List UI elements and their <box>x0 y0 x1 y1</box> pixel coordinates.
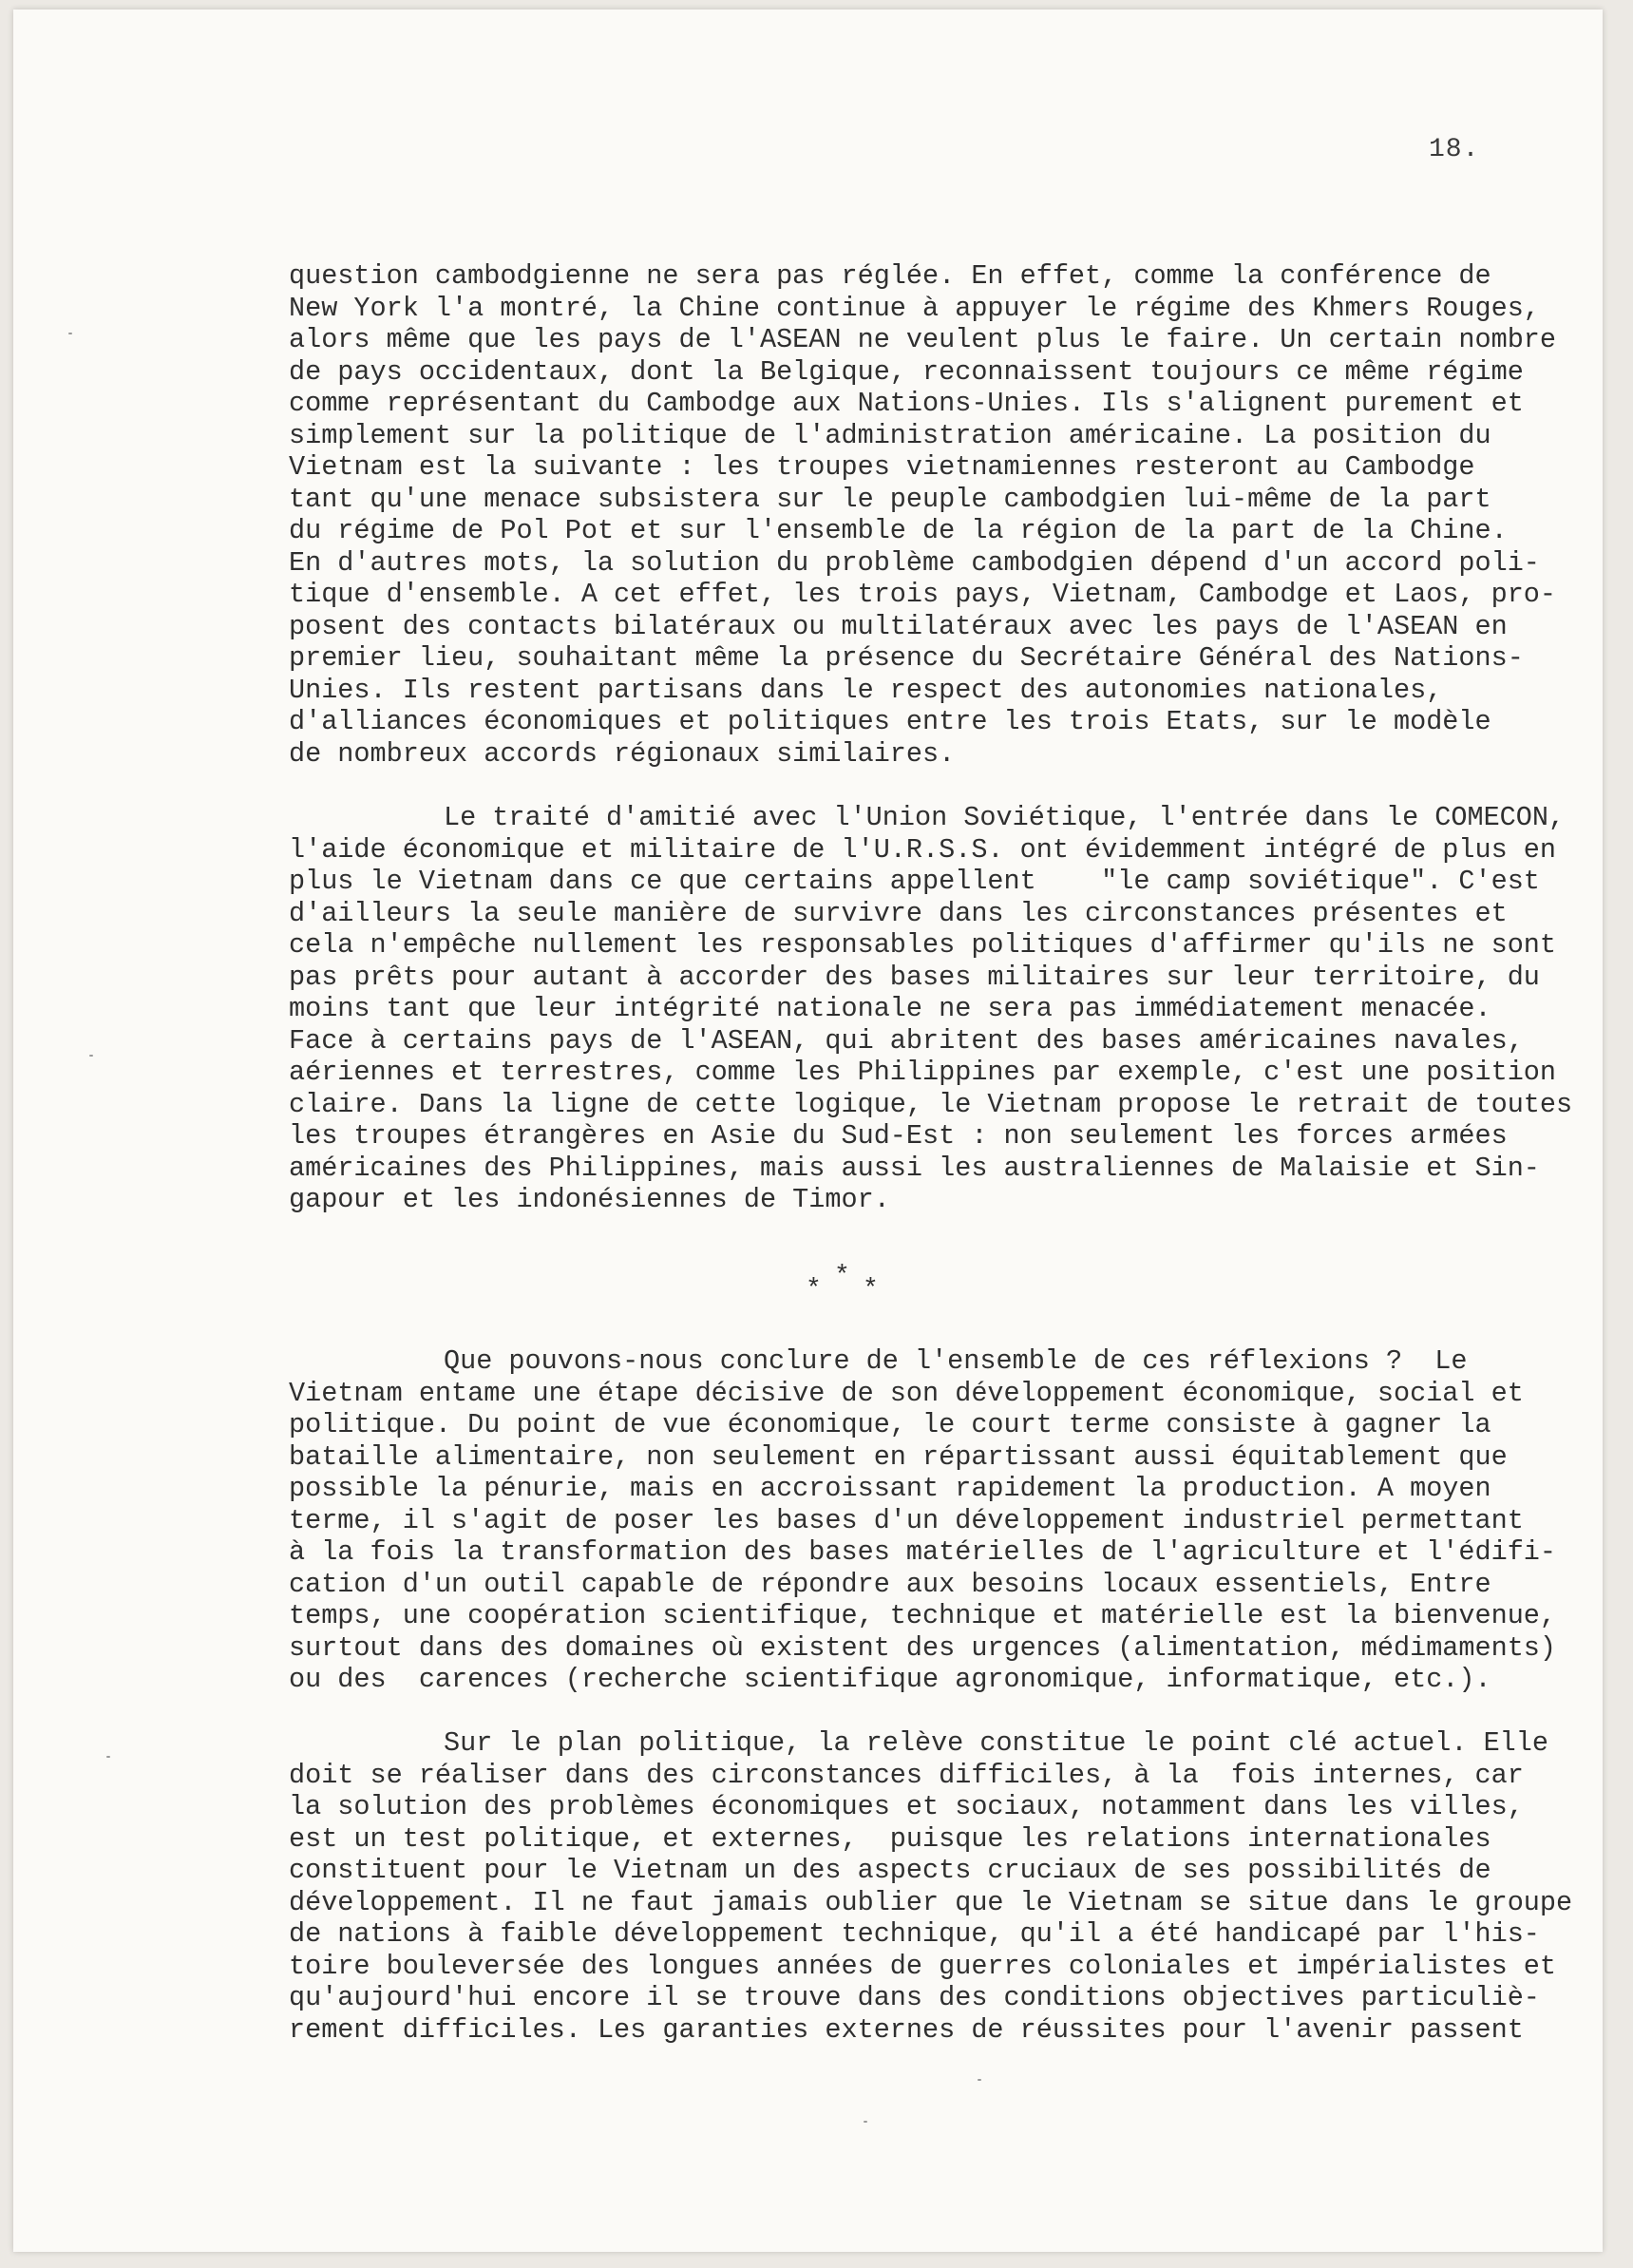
text-line: Vietnam est la suivante : les troupes vietnamiennes resteront au Cambodge <box>289 451 1475 483</box>
text-line: à la fois la transformation des bases matérielles de l'agriculture et l'édifi- <box>289 1536 1557 1568</box>
text-line: En d'autres mots, la solution du problème cambodgien dépend d'un accord poli- <box>289 546 1540 579</box>
text-line: d'alliances économiques et politiques entre les trois Etats, sur le modèle <box>289 706 1491 737</box>
section-divider <box>806 1262 891 1305</box>
text-line: question cambodgienne ne sera pas réglée. En effet, comme la conférence de <box>289 260 1491 292</box>
text-line: Le traité d'amitié avec l'Union Soviétique, l'entrée dans le COMECON, <box>444 802 1566 833</box>
text-line: Face à certains pays de l'ASEAN, qui abritent des bases américaines navales, <box>289 1024 1524 1057</box>
text-line: tique d'ensemble. A cet effet, les trois pays, Vietnam, Cambodge et Laos, pro- <box>289 579 1557 610</box>
text-line: surtout dans des domaines où existent des urgences (alimentation, médimaments) <box>289 1631 1557 1664</box>
text-line: gapour et les indonésiennes de Timor. <box>289 1184 890 1215</box>
text-line: constituent pour le Vietnam un des aspects cruciaux de ses possibilités de <box>289 1855 1491 1886</box>
text-line: cation d'un outil capable de répondre aux besoins locaux essentiels, Entre <box>289 1568 1491 1600</box>
paragraph <box>289 802 1573 1216</box>
text-line: développement. Il ne faut jamais oublier que le Vietnam se situe dans le groupe <box>289 1886 1573 1918</box>
text-line: posent des contacts bilatéraux ou multilatéraux avec les pays de l'ASEAN en <box>289 610 1508 642</box>
text-line: comme représentant du Cambodge aux Nations-Unies. Ils s'alignent purement et <box>289 388 1524 419</box>
paper-speck <box>106 1756 110 1758</box>
paragraph <box>289 1345 1562 1696</box>
text-line: de nombreux accords régionaux similaires. <box>289 737 956 770</box>
text-line: tant qu'une menace subsistera sur le peuple cambodgien lui-même de la part <box>289 483 1491 515</box>
text-line: moins tant que leur intégrité nationale ne sera pas immédiatement menacée. <box>289 993 1491 1024</box>
text-line: plus le Vietnam dans ce que certains appellent "le camp soviétique". C'est <box>289 866 1540 897</box>
page-number: 18. <box>1429 135 1480 164</box>
paper-speck <box>864 2121 867 2123</box>
text-line: possible la pénurie, mais en accroissant rapidement la production. A moyen <box>289 1473 1491 1504</box>
text-line: de pays occidentaux, dont la Belgique, reconnaissent toujours ce même régime <box>289 355 1524 388</box>
text-line: premier lieu, souhaitant même la présence du Secrétaire Général des Nations- <box>289 642 1524 674</box>
text-line: temps, une coopération scientifique, technique et matérielle est la bienvenue, <box>289 1600 1557 1631</box>
text-line: d'ailleurs la seule manière de survivre dans les circonstances présentes et <box>289 897 1508 929</box>
text-line: terme, il s'agit de poser les bases d'un développement industriel permettant <box>289 1504 1524 1536</box>
text-line: simplement sur la politique de l'administration américaine. La position du <box>289 419 1491 451</box>
text-line: est un test politique, et externes, puisque les relations internationales <box>289 1822 1491 1855</box>
text-line: bataille alimentaire, non seulement en répartissant aussi équitablement que <box>289 1440 1508 1473</box>
document-page <box>13 10 1603 2252</box>
text-line: la solution des problèmes économiques et sociaux, notamment dans les villes, <box>289 1791 1524 1822</box>
text-line: cela n'empêche nullement les responsables politiques d'affirmer qu'ils ne sont <box>289 929 1557 961</box>
text-line: Vietnam entame une étape décisive de son développement économique, social et <box>289 1377 1524 1409</box>
text-line: du régime de Pol Pot et sur l'ensemble de la région de la part de la Chine. <box>289 515 1508 546</box>
text-line: doit se réaliser dans des circonstances difficiles, à la fois internes, car <box>289 1759 1524 1791</box>
text-line: Que pouvons-nous conclure de l'ensemble de ces réflexions ? Le <box>444 1345 1468 1377</box>
text-line: de nations à faible développement technique, qu'il a été handicapé par l'his- <box>289 1918 1540 1950</box>
text-line: américaines des Philippines, mais aussi les australiennes de Malaisie et Sin- <box>289 1152 1540 1184</box>
text-line: l'aide économique et militaire de l'U.R.S.S. ont évidemment intégré de plus en <box>289 833 1557 866</box>
divider-star: * <box>863 1275 879 1305</box>
paragraph <box>289 260 1562 770</box>
divider-star: * <box>834 1262 850 1291</box>
text-line: ou des carences (recherche scientifique agronomique, informatique, etc.). <box>289 1664 1491 1695</box>
text-line: qu'aujourd'hui encore il se trouve dans des conditions objectives particuliè- <box>289 1982 1540 2013</box>
paragraph <box>289 1727 1573 2046</box>
text-line: les troupes étrangères en Asie du Sud-Est : non seulement les forces armées <box>289 1120 1508 1152</box>
text-line: Sur le plan politique, la relève constitue le point clé actuel. Elle <box>444 1727 1548 1759</box>
text-line: toire bouleversée des longues années de guerres coloniales et impérialistes et <box>289 1950 1557 1982</box>
divider-star: * <box>806 1275 822 1305</box>
text-line: alors même que les pays de l'ASEAN ne veulent plus le faire. Un certain nombre <box>289 324 1557 355</box>
paper-speck <box>978 2079 981 2081</box>
paper-speck <box>89 1055 93 1057</box>
text-line: New York l'a montré, la Chine continue à appuyer le régime des Khmers Rouges, <box>289 292 1540 324</box>
text-line: politique. Du point de vue économique, le court terme consiste à gagner la <box>289 1409 1491 1440</box>
paper-speck <box>68 333 72 334</box>
text-line: pas prêts pour autant à accorder des bases militaires sur leur territoire, du <box>289 961 1540 993</box>
text-line: Unies. Ils restent partisans dans le respect des autonomies nationales, <box>289 674 1443 706</box>
text-line: rement difficiles. Les garanties externes de réussites pour l'avenir passent <box>289 2013 1524 2046</box>
text-line: aériennes et terrestres, comme les Philippines par exemple, c'est une position <box>289 1057 1557 1088</box>
text-line: claire. Dans la ligne de cette logique, le Vietnam propose le retrait de toutes <box>289 1088 1573 1120</box>
